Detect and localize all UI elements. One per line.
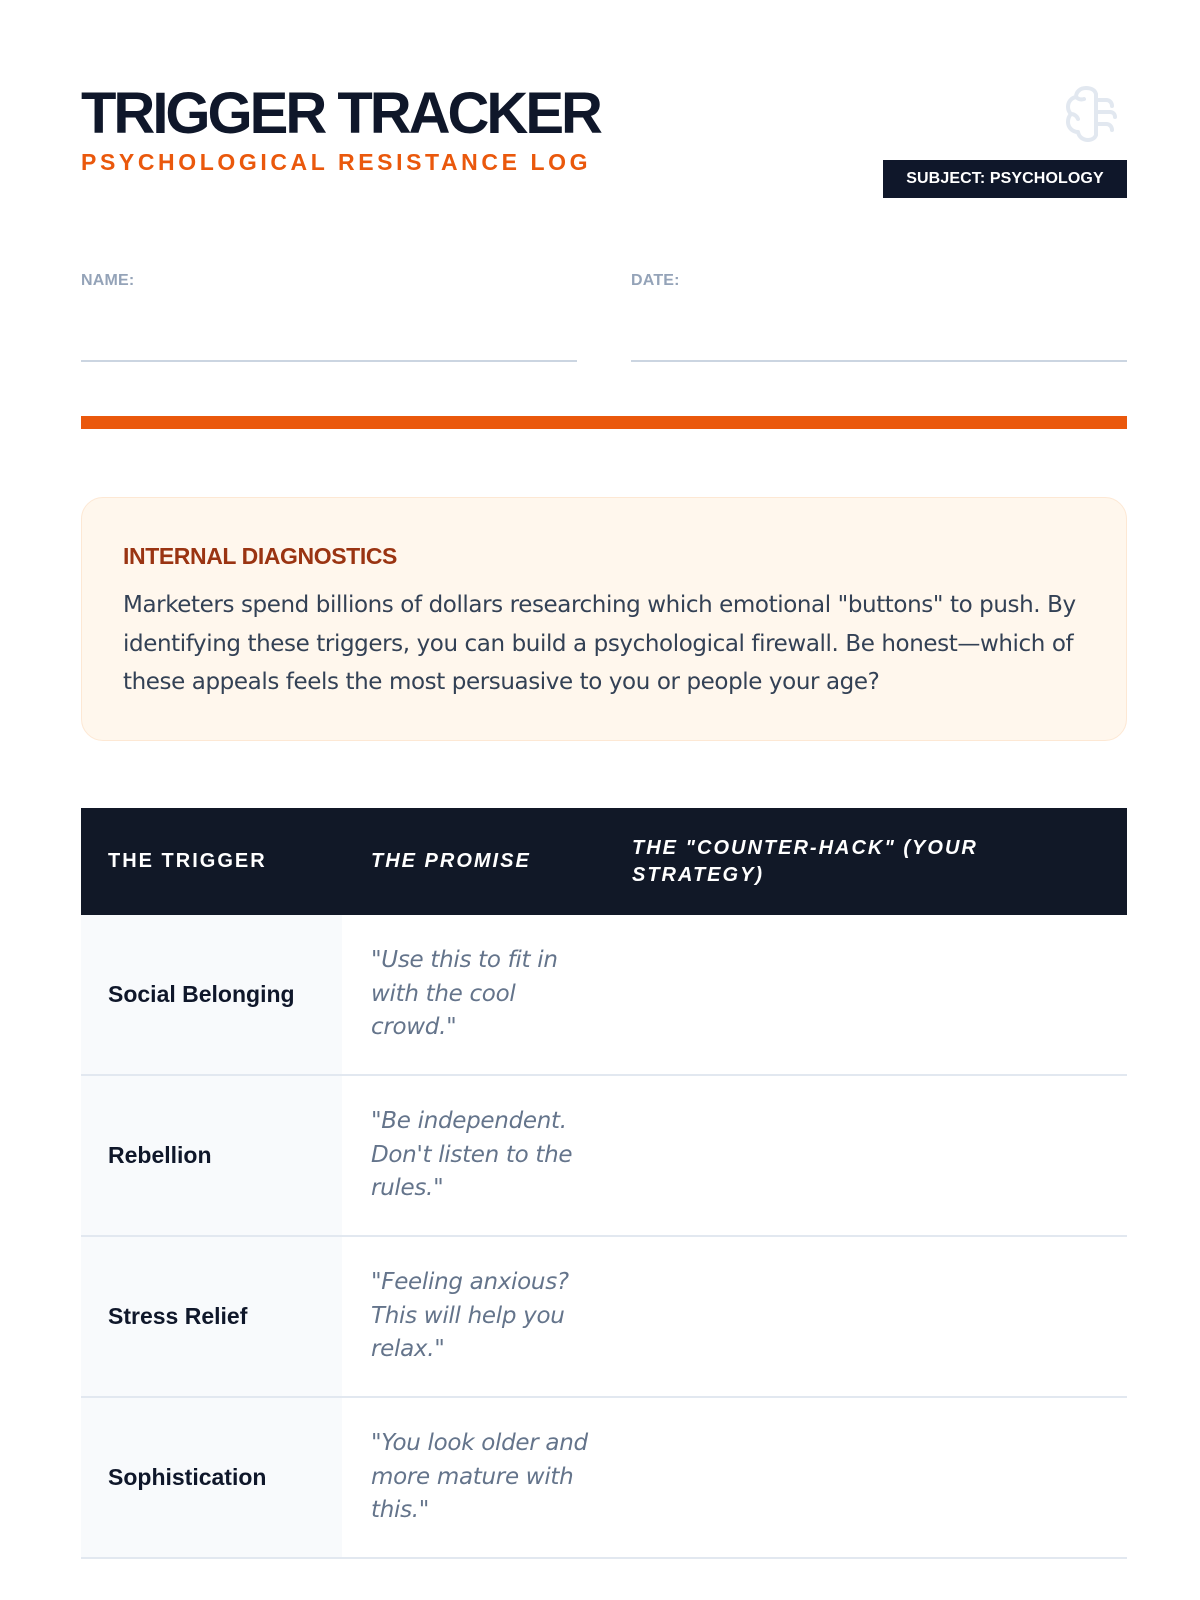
section-divider xyxy=(81,416,1127,429)
page-title: TRIGGER TRACKER xyxy=(81,81,600,146)
promise-cell: "Feeling anxious? This will help you relax." xyxy=(371,1269,569,1363)
diagnostics-callout xyxy=(81,497,1127,741)
table-row xyxy=(81,915,1127,1076)
worksheet-page xyxy=(81,0,1127,1600)
promise-cell: "Use this to fit in with the cool crowd." xyxy=(371,947,558,1041)
subject-badge: SUBJECT: PSYCHOLOGY xyxy=(883,160,1127,198)
trigger-cell: Social Belonging xyxy=(81,915,342,1074)
trigger-cell: Stress Relief xyxy=(81,1237,342,1396)
trigger-cell: Sophistication xyxy=(81,1398,342,1557)
diagnostics-title: INTERNAL DIAGNOSTICS xyxy=(123,543,397,569)
promise-cell: "Be independent. Don't listen to the rules." xyxy=(371,1108,573,1202)
column-header-trigger: THE TRIGGER xyxy=(108,850,267,872)
date-line xyxy=(631,360,1127,362)
name-label: NAME: xyxy=(81,272,135,289)
name-field[interactable] xyxy=(81,272,577,362)
promise-cell: "You look older and more mature with this." xyxy=(371,1430,588,1524)
student-info-fields xyxy=(81,272,1127,362)
table-row xyxy=(81,1237,1127,1398)
diagnostics-text: Marketers spend billions of dollars researching which emotional "buttons" to push. By identifying these triggers, you can build a psychological firewall. Be honest—which of these appeals feels the most persuasive to you or people your age? xyxy=(123,592,1076,695)
column-header-promise: THE PROMISE xyxy=(371,850,531,872)
table-header xyxy=(81,808,1127,915)
strategy-cell[interactable] xyxy=(601,1237,1127,1396)
table-row xyxy=(81,1398,1127,1559)
strategy-cell[interactable] xyxy=(601,1076,1127,1235)
trigger-table xyxy=(81,808,1127,1559)
name-line xyxy=(81,360,577,362)
strategy-cell[interactable] xyxy=(601,1398,1127,1557)
header xyxy=(81,82,1127,202)
trigger-cell: Rebellion xyxy=(81,1076,342,1235)
date-field[interactable] xyxy=(631,272,1127,362)
brain-icon xyxy=(1061,82,1123,144)
column-header-counter-hack: THE "COUNTER-HACK" (YOUR STRATEGY) xyxy=(632,836,978,886)
page-subtitle: PSYCHOLOGICAL RESISTANCE LOG xyxy=(81,149,592,175)
date-label: DATE: xyxy=(631,272,680,289)
strategy-cell[interactable] xyxy=(601,915,1127,1074)
table-row xyxy=(81,1076,1127,1237)
